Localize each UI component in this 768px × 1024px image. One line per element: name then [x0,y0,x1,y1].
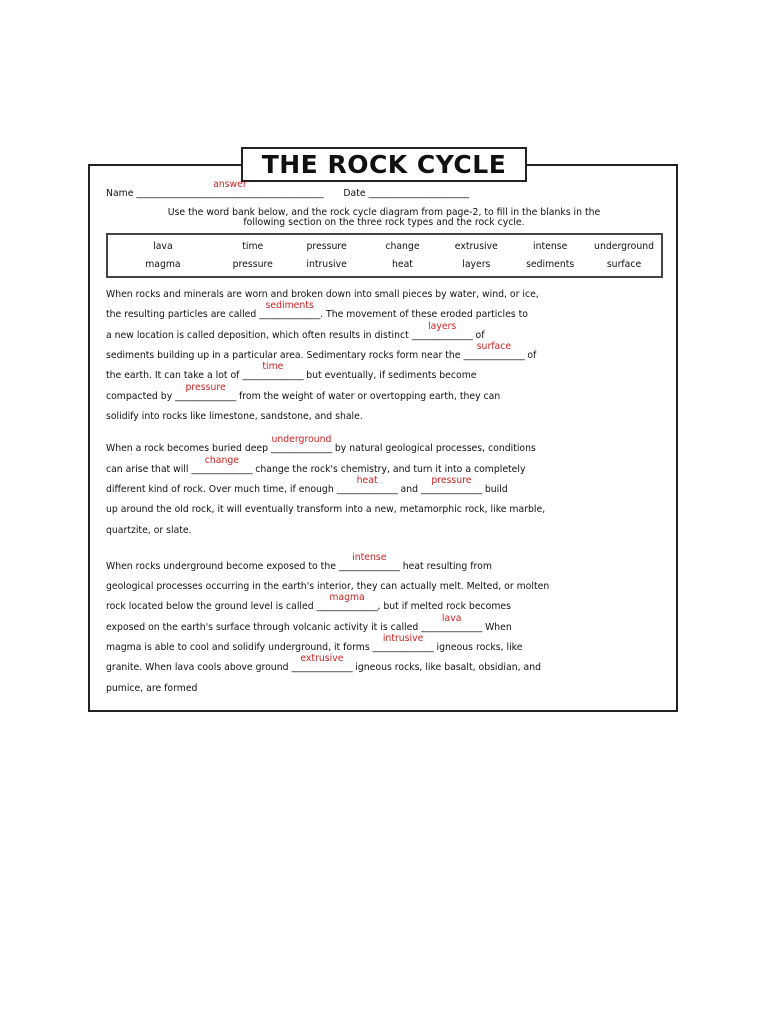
answer-text: underground [271,434,332,445]
answer-text: lava [441,613,462,624]
word-bank [106,233,663,278]
answer-text: extrusive [300,653,344,664]
blank-field[interactable]: ______________ heat [336,475,398,495]
answer-text: magma [329,592,365,603]
word-bank-row-1 [108,241,661,252]
instructions: Use the word bank below, and the rock cycle diagram from page-2, to fill in the blanks in the following section on the three rock types and the rock cycle. [167,207,601,228]
blank-field[interactable]: ______________ sediments [259,300,321,320]
answer-text: heat [356,475,378,486]
word-bank-row-2 [108,259,661,270]
blank-field[interactable]: ______________ time [242,361,304,381]
word-bank-item: lava [153,241,173,252]
answer-text: pressure [431,475,472,486]
word-bank-item: layers [462,259,491,270]
answer-text: surface [476,341,512,352]
answer-text: change [204,455,239,466]
answer-text: intrusive [382,633,424,644]
blank-field[interactable]: ______________ magma [316,592,378,612]
answer-text: pressure [185,382,226,393]
word-bank-item: intrusive [306,259,347,270]
word-bank-item: intense [533,241,568,252]
word-bank-item: extrusive [454,241,498,252]
word-bank-item: pressure [232,259,273,270]
word-bank-item: surface [606,259,642,270]
answer-text: sediments [265,300,314,311]
blank-field[interactable]: ______________ extrusive [291,653,353,673]
word-bank-item: change [385,241,420,252]
word-bank-item: time [242,241,264,252]
name-date-row [106,179,469,199]
name-field[interactable]: ___________________________________________ answer [136,179,324,199]
word-bank-item: sediments [526,259,575,270]
answer-text: intense [352,552,387,563]
name-label: Name [106,188,134,199]
answer-text: time [262,361,284,372]
date-label: Date [343,188,366,199]
blank-field[interactable]: ______________ layers [411,321,473,341]
blank-field[interactable]: ______________ pressure [420,475,482,495]
date-field[interactable]: _______________________ [368,188,469,199]
blank-field[interactable]: ______________ change [191,455,253,475]
blank-field[interactable]: ______________ underground [271,434,332,454]
blank-field[interactable]: ______________ lava [421,613,483,633]
blank-field[interactable]: ______________ surface [463,341,525,361]
blank-field[interactable]: ______________ intense [338,552,400,572]
word-bank-item: heat [391,259,413,270]
blank-field[interactable]: ______________ intrusive [372,633,434,653]
word-bank-item: underground [594,241,655,252]
page-title: THE ROCK CYCLE [241,147,527,182]
word-bank-item: magma [145,259,181,270]
name-value: answer [213,179,247,190]
blank-field[interactable]: ______________ pressure [175,382,237,402]
word-bank-item: pressure [306,241,347,252]
answer-text: layers [428,321,457,332]
